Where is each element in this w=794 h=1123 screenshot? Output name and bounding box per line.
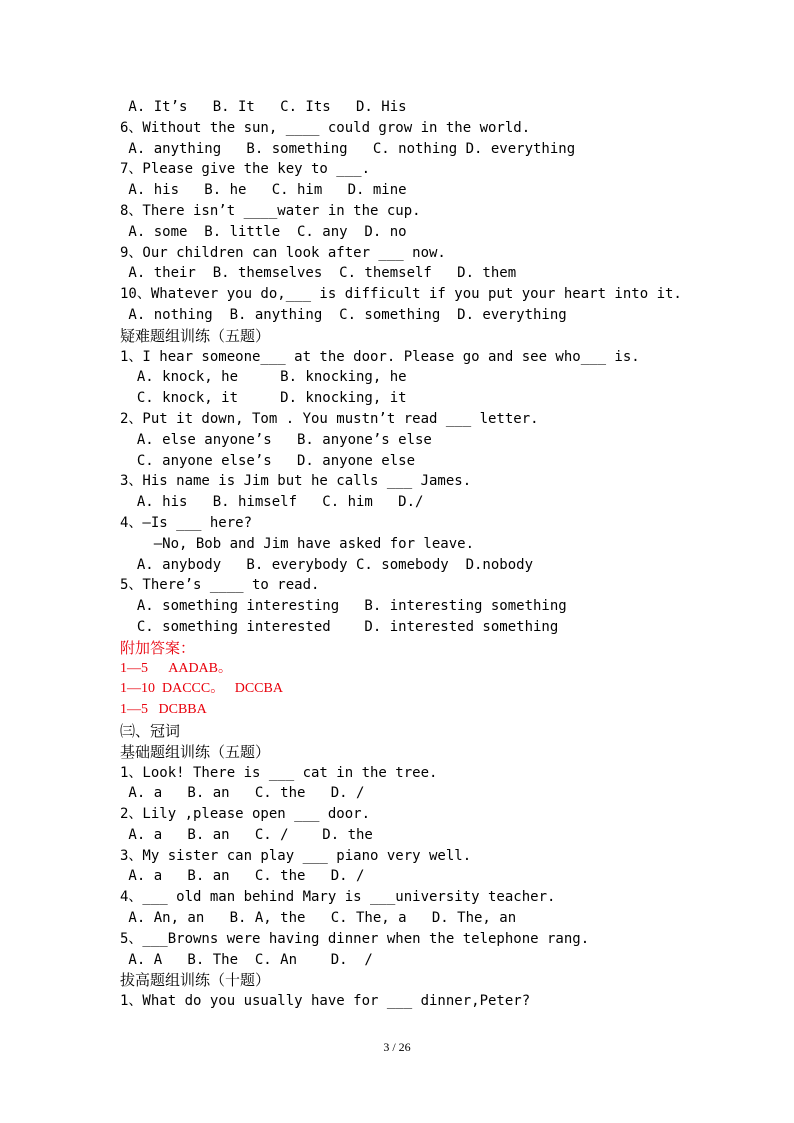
text-line: 10、Whatever you do,___ is difficult if you put your heart into it. <box>120 286 682 303</box>
text-line: A. else anyone’s B. anyone’s else <box>120 431 432 448</box>
text-line: A. his B. himself C. him D./ <box>120 494 424 511</box>
text-line: A. anybody B. everybody C. somebody D.nobody <box>120 556 534 573</box>
text-line: A. something interesting B. interesting something <box>120 598 567 615</box>
text-line: A. An, an B. A, the C. The, a D. The, an <box>120 910 517 927</box>
page-number: 3 / 26 <box>383 1040 411 1054</box>
text-line: 6、Without the sun, ____ could grow in the world. <box>120 119 531 136</box>
text-line: 2、Put it down, Tom . You mustn’t read ___ letter. <box>120 410 539 427</box>
text-line: —No, Bob and Jim have asked for leave. <box>120 535 475 552</box>
text-line: A. a B. an C. / D. the <box>120 826 373 843</box>
text-line: 2、Lily ,please open ___ door. <box>120 806 371 823</box>
document-body <box>120 97 680 1012</box>
answer-heading: 附加答案： <box>120 638 196 657</box>
section-heading: 疑难题组训练（五题） <box>120 326 271 345</box>
answer-line: 1—5 AADAB。 <box>120 660 233 676</box>
text-line: 5、___Browns were having dinner when the telephone rang. <box>120 930 590 947</box>
section-heading: ㈢、冠词 <box>120 721 181 740</box>
text-line: C. something interested D. interested something <box>120 618 559 635</box>
text-line: C. knock, it D. knocking, it <box>120 390 407 407</box>
text-line: A. a B. an C. the D. / <box>120 868 365 885</box>
text-line: 4、___ old man behind Mary is ___university teacher. <box>120 889 556 906</box>
text-line: 9、Our children can look after ___ now. <box>120 244 446 261</box>
text-line: A. his B. he C. him D. mine <box>120 182 407 199</box>
section-heading: 基础题组训练（五题） <box>120 742 271 761</box>
answer-line: 1—5 DCBBA <box>120 702 207 718</box>
text-line: A. It’s B. It C. Its D. His <box>120 99 407 115</box>
text-line: 3、My sister can play ___ piano very well. <box>120 847 472 864</box>
text-line: 5、There’s ____ to read. <box>120 577 320 594</box>
text-line: A. their B. themselves C. themself D. them <box>120 265 517 282</box>
text-line: 1、What do you usually have for ___ dinner,Peter? <box>120 993 531 1010</box>
answer-line: 1—10 DACCC。 DCCBA <box>120 681 283 697</box>
text-line: A. anything B. something C. nothing D. everything <box>120 140 576 157</box>
text-line: A. some B. little C. any D. no <box>120 223 407 240</box>
text-line: 1、Look! There is ___ cat in the tree. <box>120 764 438 781</box>
text-line: 4、—Is ___ here? <box>120 514 253 531</box>
text-line: A. A B. The C. An D. / <box>120 951 373 968</box>
text-line: A. knock, he B. knocking, he <box>120 369 407 386</box>
text-line: 3、His name is Jim but he calls ___ James. <box>120 473 472 490</box>
text-line: 1、I hear someone___ at the door. Please go and see who___ is. <box>120 348 640 365</box>
text-line: 7、Please give the key to ___. <box>120 161 371 178</box>
text-line: A. a B. an C. the D. / <box>120 785 365 802</box>
text-line: 8、There isn’t ____water in the cup. <box>120 202 421 219</box>
section-heading: 拔高题组训练（十题） <box>120 971 271 990</box>
text-line: C. anyone else’s D. anyone else <box>120 452 416 469</box>
text-line: A. nothing B. anything C. something D. everything <box>120 306 567 323</box>
